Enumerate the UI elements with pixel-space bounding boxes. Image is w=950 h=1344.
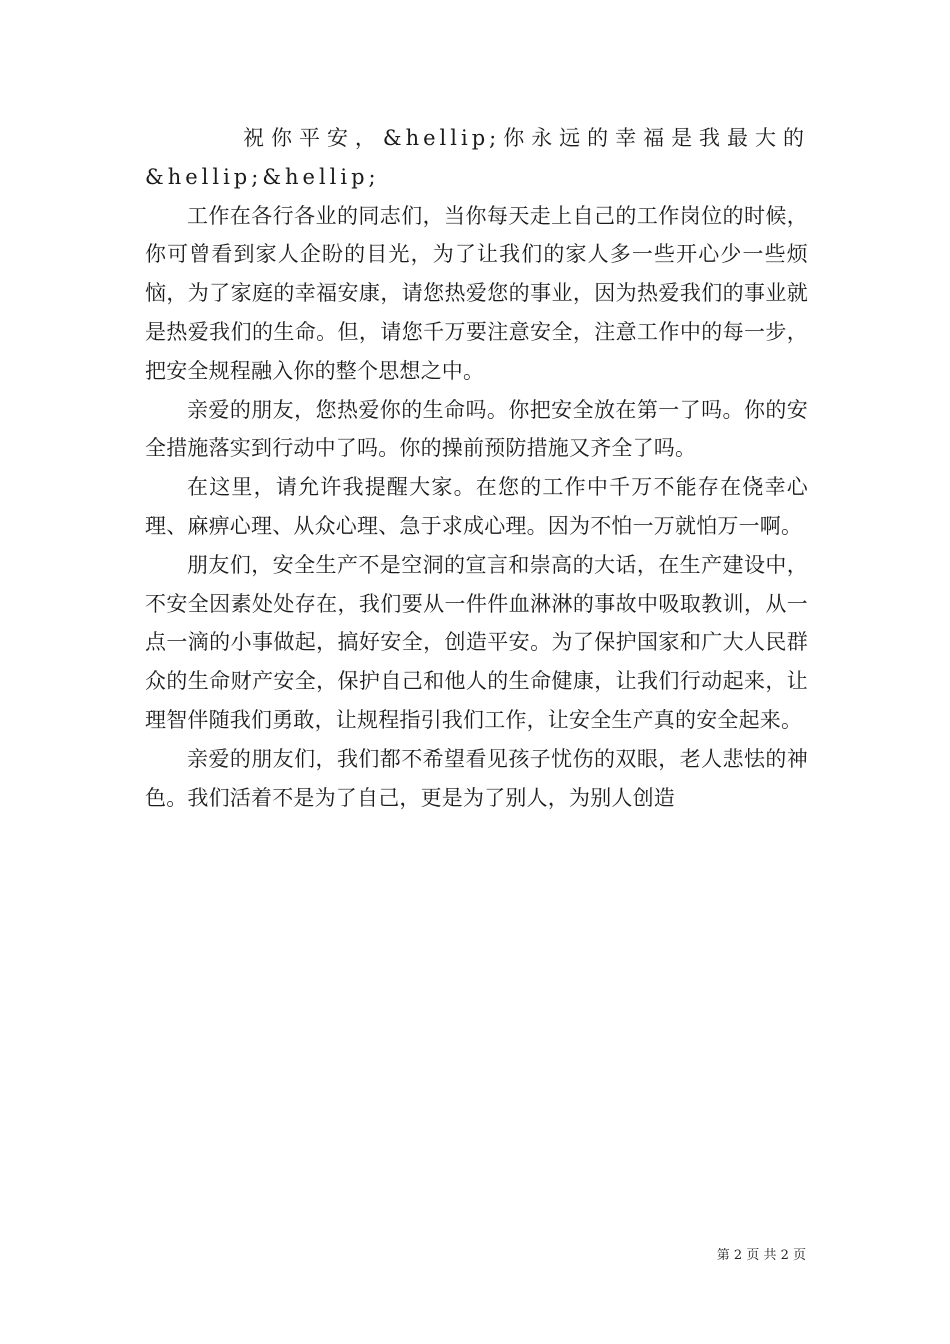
paragraph-4: 在这里，请允许我提醒大家。在您的工作中千万不能存在侥幸心理、麻痹心理、从众心理、急于求成心理。因为不怕一万就怕万一啊。 (145, 475, 808, 538)
paragraph-5: 朋友们，安全生产不是空洞的宣言和崇高的大话，在生产建设中，不安全因素处处存在，我们要从一件件血淋淋的事故中吸取教训，从一点一滴的小事做起，搞好安全，创造平安。为了保护国家和广大人民群众的生命财产安全，保护自己和他人的生命健康，让我们行动起来，让理智伴随我们勇敢，让规程指引我们工作，让安全生产真的安全起来。 (145, 552, 808, 732)
paragraph-6: 亲爱的朋友们，我们都不希望看见孩子忧伤的双眼，老人悲怯的神色。我们活着不是为了自己，更是为了别人，为别人创造 (145, 746, 808, 810)
paragraph-3: 亲爱的朋友，您热爱你的生命吗。你把安全放在第一了吗。你的安全措施落实到行动中了吗。你的操前预防措施又齐全了吗。 (145, 397, 808, 461)
paragraph-1: 祝你平安，&hellip;你永远的幸福是我最大的&hellip;&hellip; (145, 126, 808, 189)
paragraph-2: 工作在各行各业的同志们，当你每天走上自己的工作岗位的时候，你可曾看到家人企盼的目光，为了让我们的家人多一些开心少一些烦恼，为了家庭的幸福安康，请您热爱您的事业，因为热爱我们的事业就是热爱我们的生命。但，请您千万要注意安全，注意工作中的每一步，把安全规程融入你的整个思想之中。 (145, 203, 808, 383)
page-number-footer: 第 2 页 共 2 页 (716, 1248, 806, 1263)
document-body (145, 119, 808, 817)
